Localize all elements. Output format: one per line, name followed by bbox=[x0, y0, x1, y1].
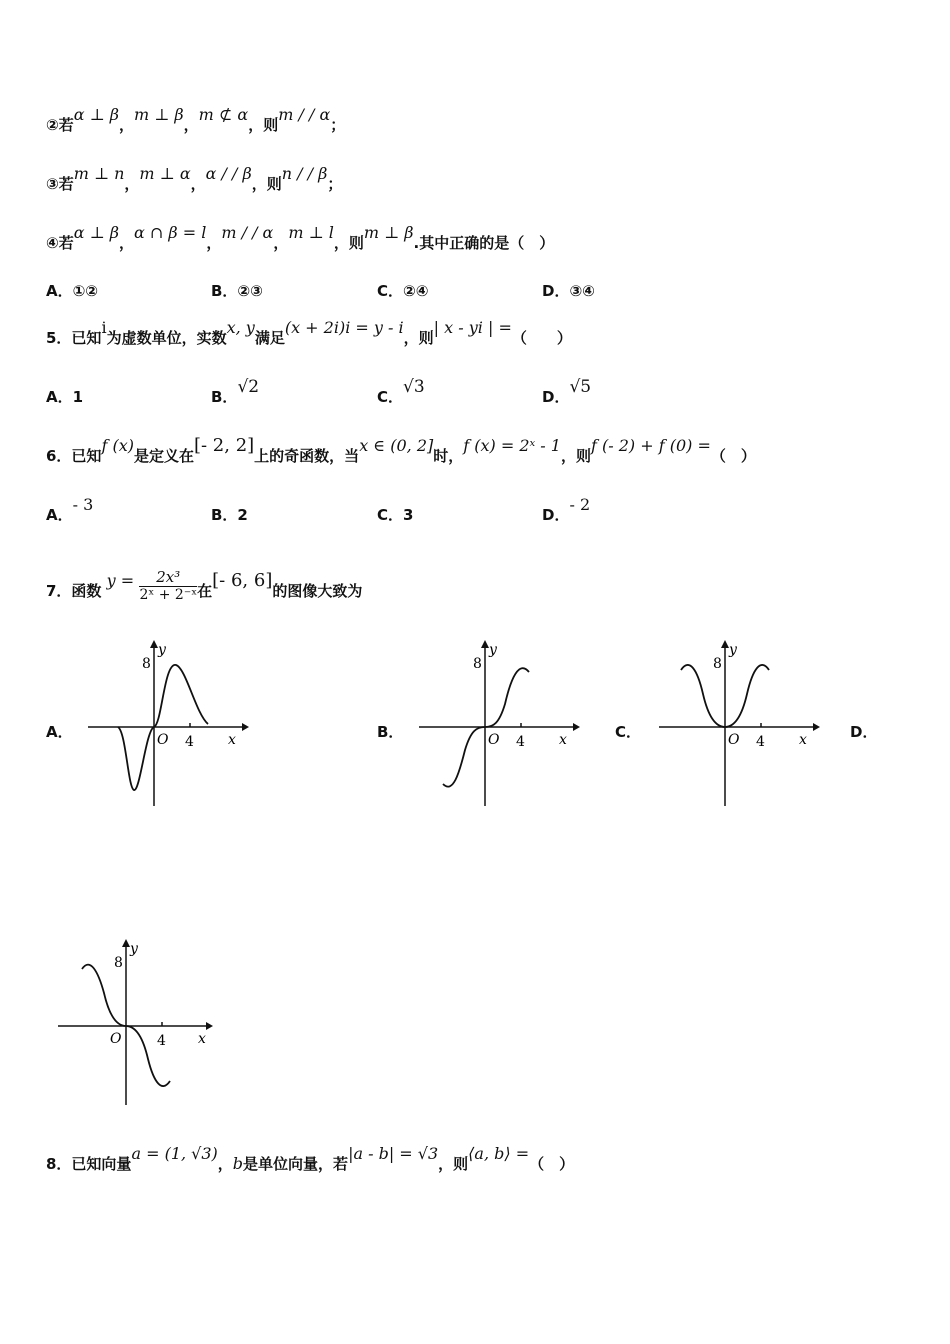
q5-option-b[interactable]: B．√2 bbox=[211, 377, 260, 406]
y-tick-label: 8 bbox=[713, 656, 722, 672]
origin-label: O bbox=[488, 732, 500, 748]
y-tick-label: 8 bbox=[114, 955, 123, 971]
q4-statement-3: ③若m ⊥ n，m ⊥ α，α / / β，则n / / β； bbox=[46, 164, 343, 193]
q5-option-c[interactable]: C．√3 bbox=[377, 377, 425, 406]
x-tick-label: 4 bbox=[185, 734, 194, 750]
q7-graph-a bbox=[84, 638, 249, 808]
origin-label: O bbox=[157, 732, 169, 748]
q7-stem: 7．函数 y = $\frac{\text{2x³}}{\text{2ˣ + 2⁻ˣ}}$ 在[- 6, 6]的图像大致为 bbox=[46, 568, 363, 603]
q6-stem: 6．已知f (x)是定义在[- 2, 2]上的奇函数，当x ∈ (0, 2]时，f (x) = 2ˣ - 1，则f (- 2) + f (0) =（ ） bbox=[46, 435, 756, 465]
x-axis-label: x bbox=[799, 732, 807, 748]
q4-statement-2: ②若α ⊥ β，m ⊥ β，m ⊄ α，则m / / α； bbox=[46, 105, 346, 134]
q5-option-a[interactable]: A．1 bbox=[46, 388, 84, 406]
q8-stem: 8．已知向量a = (1, √3)，b是单位向量，若|a - b| = √3，则⟨a, b⟩ =（ ） bbox=[46, 1144, 575, 1173]
y-axis-label: y bbox=[158, 642, 166, 658]
q7-graph-b bbox=[415, 638, 580, 808]
q7-graph-d bbox=[56, 937, 221, 1107]
origin-label: O bbox=[728, 732, 740, 748]
q7-graph-c bbox=[655, 638, 820, 808]
q6-option-d[interactable]: D．- 2 bbox=[542, 495, 591, 524]
q7-option-a[interactable]: A． bbox=[46, 723, 73, 741]
q5-stem: 5．已知i为虚数单位，实数x, y满足(x + 2i)i = y - i，则| x - yi | =（ ） bbox=[46, 318, 572, 347]
x-tick-label: 4 bbox=[157, 1033, 166, 1049]
q4-option-a[interactable]: A．①② bbox=[46, 282, 99, 300]
q7-option-b[interactable]: B． bbox=[377, 723, 404, 741]
q6-option-a[interactable]: A．- 3 bbox=[46, 495, 94, 524]
origin-label: O bbox=[110, 1031, 122, 1047]
y-axis-label: y bbox=[489, 642, 497, 658]
q7-option-c[interactable]: C． bbox=[615, 723, 642, 741]
y-tick-label: 8 bbox=[142, 656, 151, 672]
x-axis-label: x bbox=[228, 732, 236, 748]
y-axis-label: y bbox=[130, 941, 138, 957]
q6-option-c[interactable]: C．3 bbox=[377, 506, 414, 524]
q4-option-b[interactable]: B．②③ bbox=[211, 282, 263, 300]
x-tick-label: 4 bbox=[756, 734, 765, 750]
q4-option-d[interactable]: D．③④ bbox=[542, 282, 595, 300]
y-axis-label: y bbox=[729, 642, 737, 658]
x-axis-label: x bbox=[559, 732, 567, 748]
y-tick-label: 8 bbox=[473, 656, 482, 672]
q7-fraction: $\frac{\text{2x³}}{\text{2ˣ + 2⁻ˣ}}$ bbox=[139, 568, 198, 603]
x-axis-label: x bbox=[198, 1031, 206, 1047]
q4-statement-4: ④若α ⊥ β，α ∩ β = l，m / / α，m ⊥ l，则m ⊥ β.其中正确的是（ ） bbox=[46, 223, 555, 252]
x-tick-label: 4 bbox=[516, 734, 525, 750]
q7-option-d[interactable]: D． bbox=[850, 723, 878, 741]
q5-option-d[interactable]: D．√5 bbox=[542, 377, 592, 406]
q6-option-b[interactable]: B．2 bbox=[211, 506, 248, 524]
q4-option-c[interactable]: C．②④ bbox=[377, 282, 429, 300]
